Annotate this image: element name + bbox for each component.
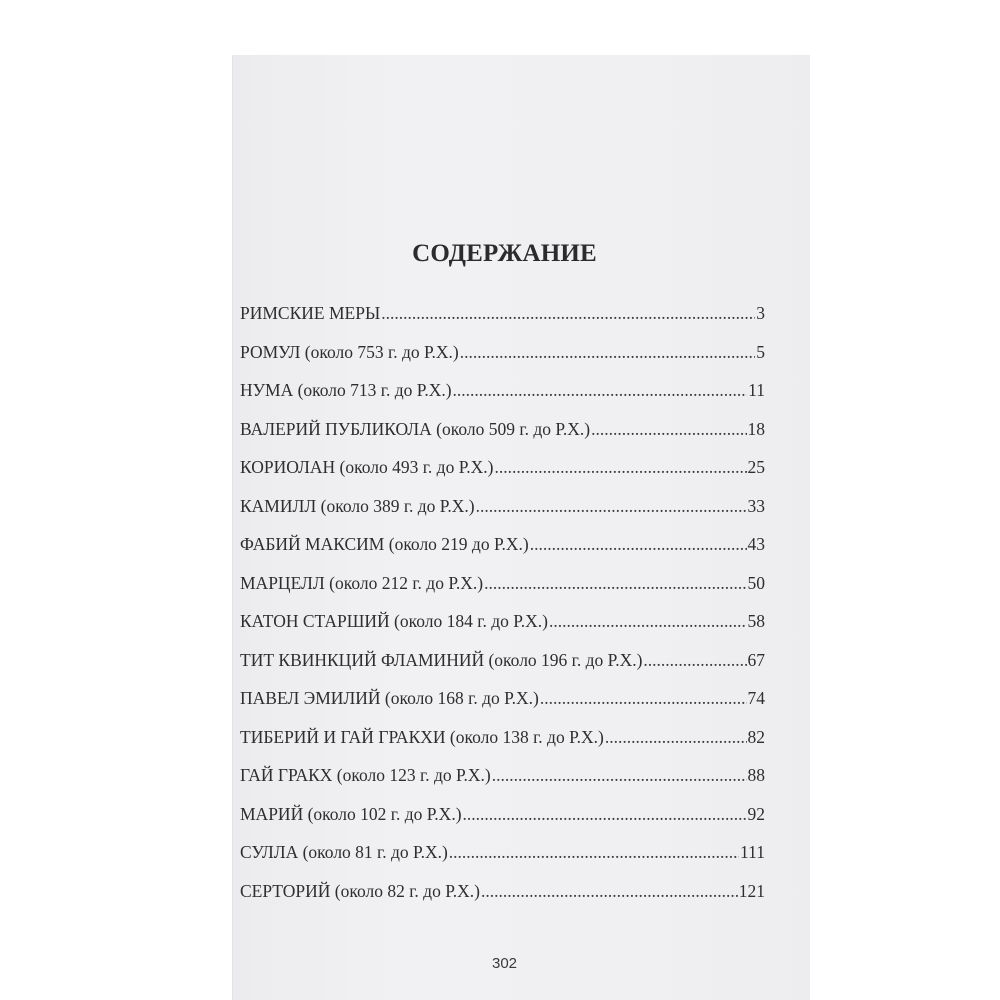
toc-entry-title: СУЛЛА (около 81 г. до Р.Х.) xyxy=(240,842,448,862)
toc-entry-page: 111 xyxy=(740,842,765,862)
toc-entry-page: 43 xyxy=(747,534,765,554)
toc-entry-title: ТИТ КВИНКЦИЙ ФЛАМИНИЙ (около 196 г. до Р.Х.) xyxy=(240,649,643,670)
dot-leader xyxy=(476,496,747,517)
dot-leader xyxy=(484,573,746,594)
toc-entry xyxy=(240,650,765,689)
toc-entry-page: 92 xyxy=(747,803,765,824)
toc-entry xyxy=(240,496,765,535)
toc-entry-title: КОРИОЛАН (около 493 г. до Р.Х.) xyxy=(240,457,494,477)
toc-entry-title: ТИБЕРИЙ И ГАЙ ГРАКХИ (около 138 г. до Р.Х.) xyxy=(240,726,604,747)
dot-leader xyxy=(460,342,756,363)
toc-entry-title: СЕРТОРИЙ (около 82 г. до Р.Х.) xyxy=(240,880,480,901)
toc-entry-title: ВАЛЕРИЙ ПУБЛИКОЛА (около 509 г. до Р.Х.) xyxy=(240,418,591,439)
toc-entry xyxy=(240,611,765,650)
toc-entry-page: 5 xyxy=(756,341,765,362)
toc-entry-page: 82 xyxy=(747,726,765,747)
dot-leader xyxy=(591,419,746,440)
toc-entry-title: РОМУЛ (около 753 г. до Р.Х.) xyxy=(240,341,459,362)
toc-entry-title: ПАВЕЛ ЭМИЛИЙ (около 168 г. до Р.Х.) xyxy=(240,688,539,708)
page-title: СОДЕРЖАНИЕ xyxy=(412,240,597,267)
toc-entry xyxy=(240,573,765,612)
dot-leader xyxy=(463,804,747,825)
toc-entry xyxy=(240,881,765,920)
dot-leader xyxy=(449,842,739,863)
dot-leader xyxy=(492,765,747,786)
toc-entry-page: 11 xyxy=(748,380,765,400)
dot-leader xyxy=(381,303,755,324)
toc-entry xyxy=(240,342,765,381)
toc-entry-title: НУМА (около 713 г. до Р.Х.) xyxy=(240,380,452,400)
dot-leader xyxy=(549,611,747,632)
toc-entry-title: МАРЦЕЛЛ (около 212 г. до Р.Х.) xyxy=(240,572,484,593)
toc-entry-title: КАМИЛЛ (около 389 г. до Р.Х.) xyxy=(240,495,475,516)
toc-entry-page: 67 xyxy=(747,649,765,670)
toc-entry xyxy=(240,804,765,843)
toc-entry-page: 18 xyxy=(747,418,765,439)
toc-entry xyxy=(240,303,765,342)
table-of-contents xyxy=(240,303,765,919)
toc-entry-title: МАРИЙ (около 102 г. до Р.Х.) xyxy=(240,803,462,824)
toc-entry-title: ГАЙ ГРАКХ (около 123 г. до Р.Х.) xyxy=(240,765,491,785)
toc-entry xyxy=(240,727,765,766)
toc-entry xyxy=(240,419,765,458)
toc-entry-page: 3 xyxy=(756,303,765,323)
toc-entry xyxy=(240,688,765,727)
toc-entry-page: 74 xyxy=(747,688,765,708)
dot-leader xyxy=(605,727,747,748)
toc-entry-page: 25 xyxy=(747,457,765,477)
dot-leader xyxy=(540,688,747,709)
toc-entry-page: 58 xyxy=(747,611,765,631)
toc-entry-page: 121 xyxy=(738,880,765,901)
toc-entry xyxy=(240,457,765,496)
dot-leader xyxy=(481,881,738,902)
dot-leader xyxy=(494,457,746,478)
toc-entry xyxy=(240,842,765,881)
dot-leader xyxy=(530,534,747,555)
dot-leader xyxy=(453,380,748,401)
toc-entry-title: КАТОН СТАРШИЙ (около 184 г. до Р.Х.) xyxy=(240,611,548,631)
page-number: 302 xyxy=(491,955,518,972)
dot-leader xyxy=(643,650,746,671)
toc-entry xyxy=(240,534,765,573)
toc-entry-page: 50 xyxy=(747,572,765,593)
toc-entry-page: 88 xyxy=(747,765,765,785)
toc-entry-page: 33 xyxy=(747,495,765,516)
toc-entry-title: РИМСКИЕ МЕРЫ xyxy=(240,303,381,323)
toc-entry xyxy=(240,380,765,419)
toc-entry-title: ФАБИЙ МАКСИМ (около 219 до Р.Х.) xyxy=(240,534,529,554)
toc-entry xyxy=(240,765,765,804)
